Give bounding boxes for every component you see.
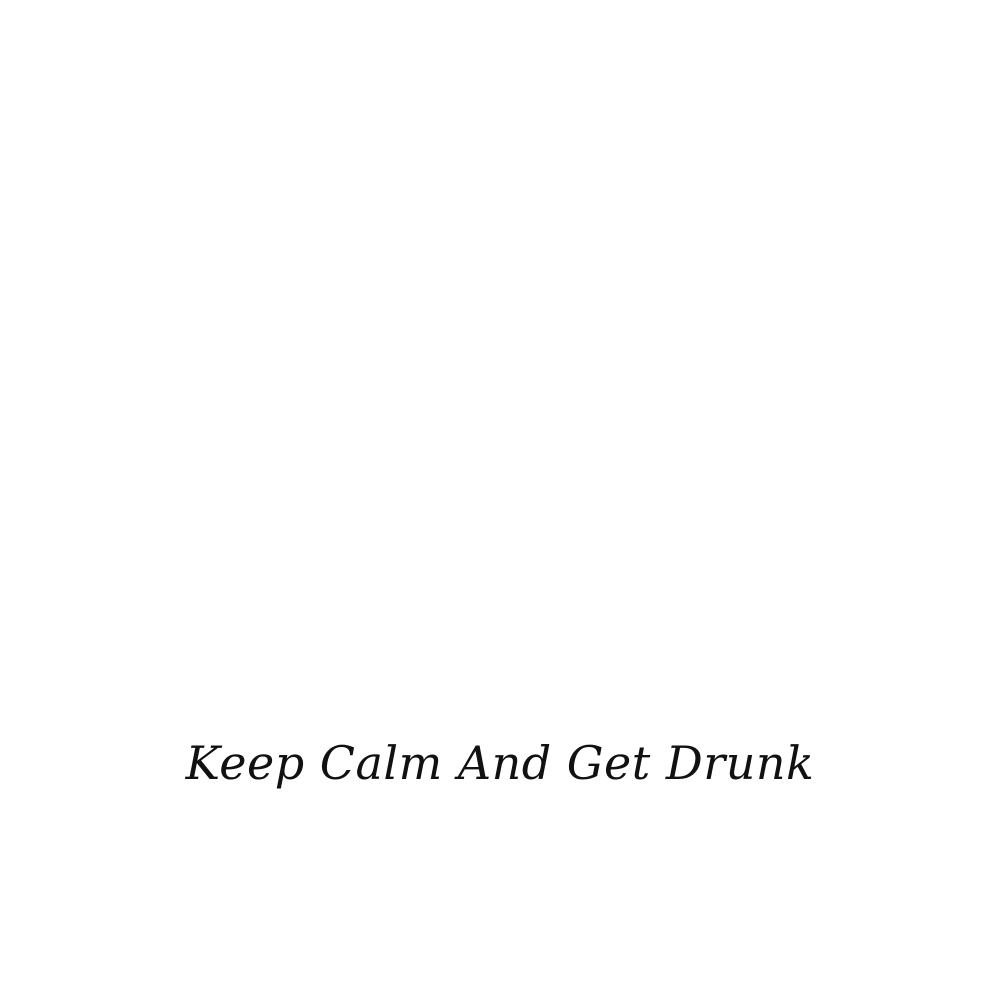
caption-text: Keep Calm And Get Drunk: [185, 736, 815, 790]
